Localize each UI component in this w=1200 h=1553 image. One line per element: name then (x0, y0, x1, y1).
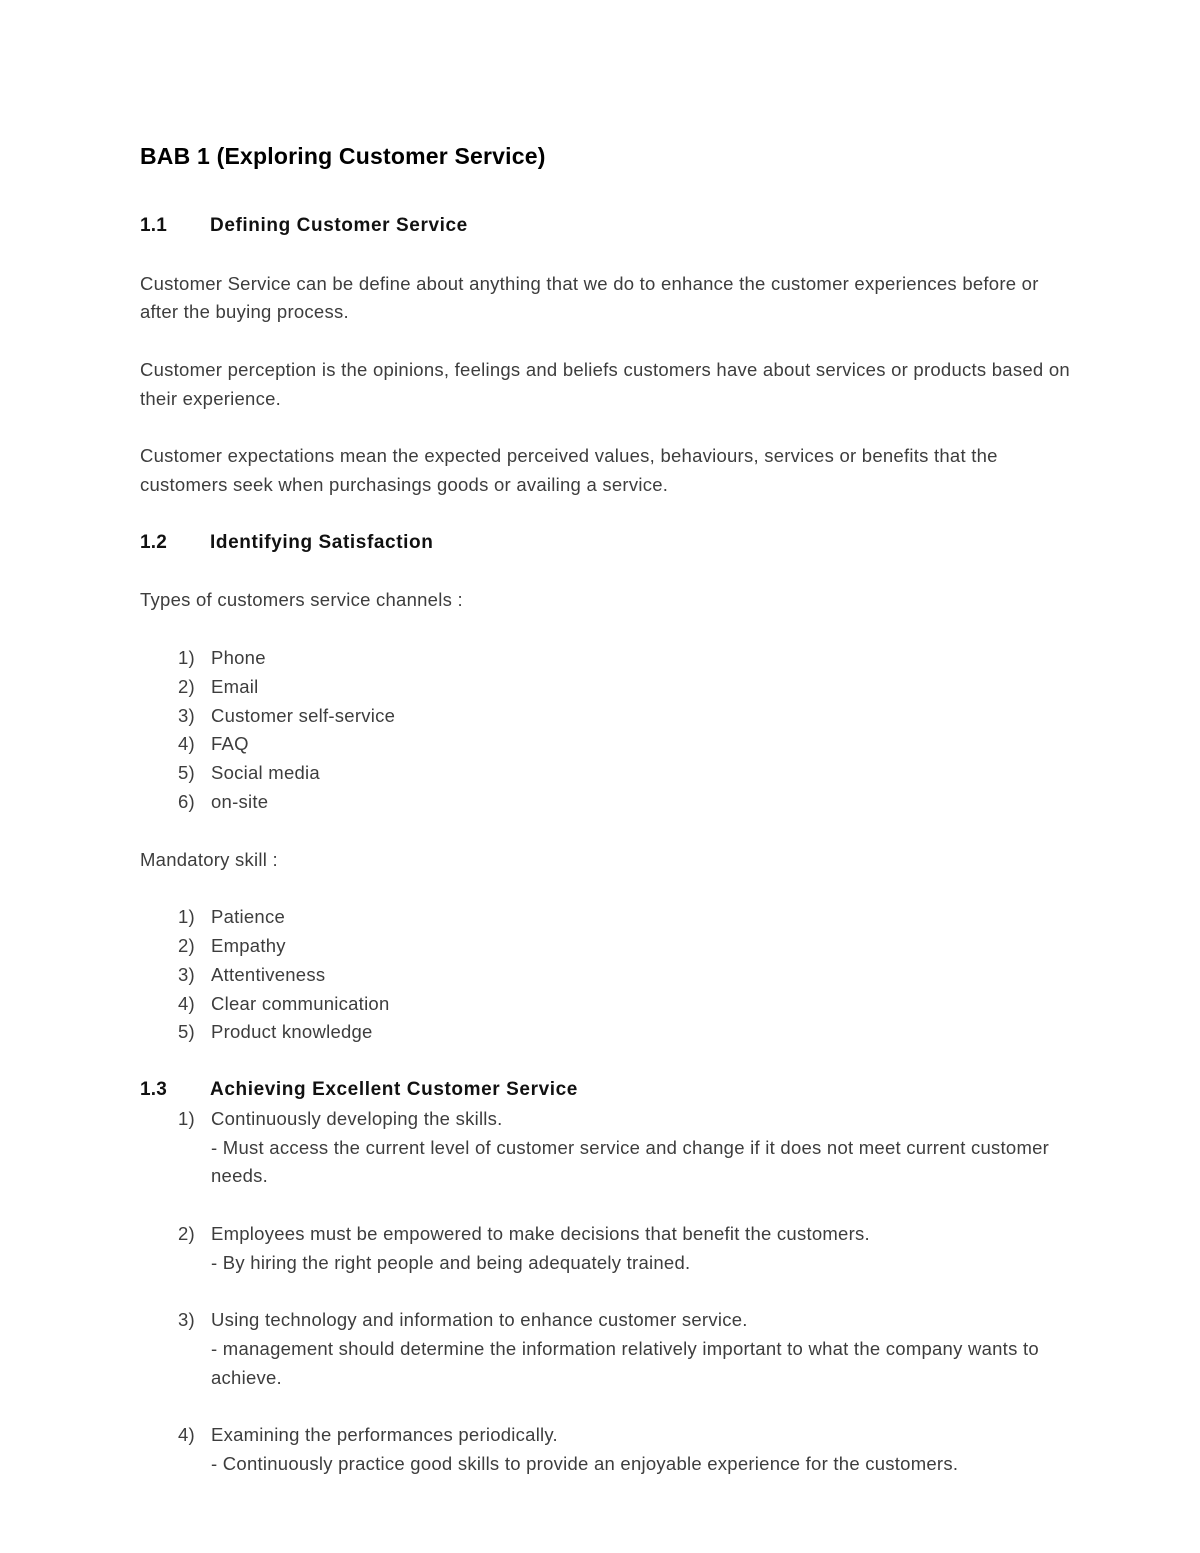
list-item-label: on-site (211, 790, 269, 812)
list-item (140, 788, 1070, 817)
section-heading-1-3 (140, 1076, 1070, 1105)
section-title: Achieving Excellent Customer Service (210, 1078, 578, 1100)
list-item-number: 1) (178, 646, 195, 668)
list-item-sub: - management should determine the information relatively important to what the company wants to achieve. (211, 1338, 1039, 1388)
list-item-number: 4) (178, 733, 195, 755)
list-item-body (211, 1306, 1070, 1392)
list-item (140, 903, 1070, 932)
paragraph-customer-perception: Customer perception is the opinions, feelings and beliefs customers have about services or products based on their experience. (140, 358, 1070, 409)
list-item-main: Employees must be empowered to make decisions that benefit the customers. (211, 1222, 870, 1244)
section-title: Defining Customer Service (210, 215, 468, 236)
list-item-label: Empathy (211, 934, 286, 956)
document-title: BAB 1 (Exploring Customer Service) (140, 143, 546, 169)
section-heading-1-2 (140, 529, 1070, 558)
list-item (140, 673, 1070, 702)
list-item (140, 961, 1070, 990)
list-item (140, 730, 1070, 759)
channels-intro: Types of customers service channels : (140, 589, 463, 611)
list-item-body (211, 1105, 1070, 1191)
section-title: Identifying Satisfaction (210, 531, 434, 553)
list-item (140, 759, 1070, 788)
section-heading-1-1 (140, 212, 1070, 241)
list-item-number: 6) (178, 790, 195, 812)
list-item-label: Attentiveness (211, 963, 326, 985)
list-item-body (211, 1220, 1070, 1278)
list-item-number: 2) (178, 1222, 195, 1244)
list-item-label: Social media (211, 762, 320, 784)
skills-list (140, 903, 1070, 1047)
list-item (140, 1306, 1070, 1392)
list-item-number: 4) (178, 992, 195, 1014)
list-item (140, 1421, 1070, 1479)
section-number: 1.2 (140, 531, 168, 553)
list-item-number: 5) (178, 762, 195, 784)
list-item-label: Patience (211, 906, 285, 928)
list-item-main: Examining the performances periodically. (211, 1424, 558, 1446)
achieving-list (140, 1105, 1070, 1479)
list-item-number: 3) (178, 1309, 195, 1331)
list-item-main: Using technology and information to enhance customer service. (211, 1309, 748, 1331)
list-item-number: 3) (178, 704, 195, 726)
list-item (140, 990, 1070, 1019)
list-item-sub: - Continuously practice good skills to provide an enjoyable experience for the customers. (211, 1453, 959, 1475)
list-item-label: FAQ (211, 733, 249, 755)
section-number: 1.1 (140, 215, 168, 236)
list-item-number: 2) (178, 675, 195, 697)
skills-intro: Mandatory skill : (140, 848, 278, 870)
channels-list (140, 644, 1070, 817)
list-item-label: Customer self-service (211, 704, 396, 726)
list-item-main: Continuously developing the skills. (211, 1107, 503, 1129)
list-item (140, 1220, 1070, 1278)
list-item (140, 1105, 1070, 1191)
paragraph-customer-service-definition: Customer Service can be define about anything that we do to enhance the customer experiences before or after the buying process. (140, 272, 1039, 323)
list-item-number: 5) (178, 1021, 195, 1043)
list-item (140, 1018, 1070, 1047)
list-item-number: 1) (178, 906, 195, 928)
list-item-number: 2) (178, 934, 195, 956)
list-item-label: Clear communication (211, 992, 390, 1014)
list-item-number: 1) (178, 1107, 195, 1129)
list-item-number: 4) (178, 1424, 195, 1446)
list-item-sub: - Must access the current level of customer service and change if it does not meet current customer needs. (211, 1136, 1050, 1187)
list-item-number: 3) (178, 963, 195, 985)
list-item (140, 932, 1070, 961)
paragraph-customer-expectations: Customer expectations mean the expected perceived values, behaviours, services or benefits that the customers seek when purchasings goods or availing a service. (140, 445, 998, 496)
list-item-label: Phone (211, 646, 266, 668)
list-item-body (211, 1421, 1070, 1479)
list-item (140, 702, 1070, 731)
list-item-sub: - By hiring the right people and being adequately trained. (211, 1251, 691, 1273)
list-item (140, 644, 1070, 673)
list-item-label: Product knowledge (211, 1021, 373, 1043)
section-number: 1.3 (140, 1078, 168, 1100)
list-item-label: Email (211, 675, 259, 697)
